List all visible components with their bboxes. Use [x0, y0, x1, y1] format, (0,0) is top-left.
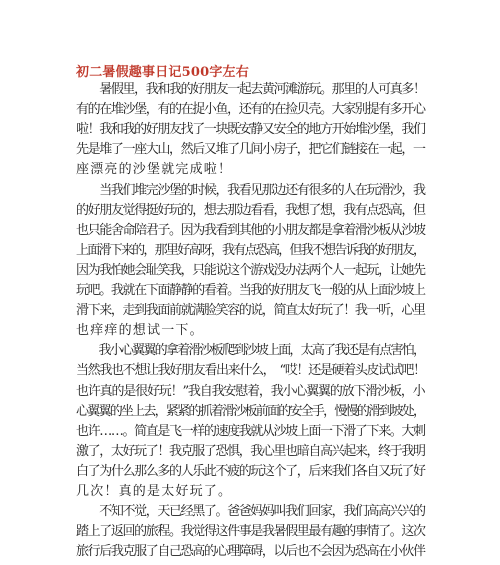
body-line: 上面滑下来的，那里好高呀，我有点恐高，但我不想告诉我的好朋友，	[76, 242, 425, 258]
body-line: 也痒痒的想试一下。	[76, 323, 204, 339]
body-line: 几次！真的是太好玩了。	[76, 484, 233, 499]
body-line: 心翼翼的坐上去，紧紧的抓着滑沙板前面的安全手，慢慢的滑到坡处，	[76, 403, 425, 419]
body-line: 滑下来，走到我面前就满脸笑容的说，简直太好玩了！我一听，心里	[76, 303, 425, 319]
body-line: 激了，太好玩了！我克服了恐惧，我心里也暗自高兴起来，终于我明	[76, 443, 425, 459]
body-line: 也许真的是很好玩！”我自我安慰着，我小心翼翼的放下滑沙板，小	[76, 383, 425, 399]
body-line: 啦！我和我的好朋友找了一块既安静又安全的地方开始堆沙堡，我们	[76, 122, 425, 138]
body-line: 暑假里，我和我的好朋友一起去黄河滩游玩。那里的人可真多！	[76, 82, 425, 97]
body-line: 我小心翼翼的拿着滑沙板爬到沙坡上面，太高了我还是有点害怕，	[76, 343, 425, 359]
body-line: 当我们堆完沙堡的时候，我看见那边还有很多的人在玩滑沙，我	[76, 182, 425, 198]
body-line: 踏上了返回的旅程。我觉得这件事是我暑假里最有趣的事情了。这次	[76, 524, 425, 540]
body-line: 有的在堆沙堡，有的在捉小鱼，还有的在捡贝壳。大家别提有多开心	[76, 102, 425, 118]
body-line: 也只能舍命陪君子。因为我看到其他的小朋友都是拿着滑沙板从沙坡	[76, 222, 425, 238]
body-line: 当然我也不想让我好朋友看出来什么， “哎！还是硬着头皮试试吧！	[76, 363, 425, 379]
body-line: 也许……。简直是飞一样的速度我就从沙坡上面一下滑了下来。大刺	[76, 423, 425, 439]
body-line: 因为我怕她会耻笑我，只能说这个游戏没办法两个人一起玩，让她先	[76, 262, 425, 278]
body-line: 不知不觉，天已经黑了。爸爸妈妈叫我们回家，我们高高兴兴的	[76, 504, 425, 520]
body-line: 先是堆了一座大山，然后又堆了几间小房子，把它们链接在一起，一	[76, 142, 425, 158]
body-line: 旅行后我克服了自己恐高的心理障碍，以后也不会因为恐高在小伙伴	[76, 544, 425, 560]
body-line: 白了为什么那么多的人乐此不疲的玩这个了，后来我们各自又玩了好	[76, 463, 425, 479]
body-line: 玩吧。我就在下面静静的看着。当我的好朋友飞一般的从上面沙坡上	[76, 283, 425, 298]
body-line: 的好朋友觉得挺好玩的，想去那边看看，我想了想，我有点恐高，但	[76, 202, 425, 218]
body-line: 座漂亮的沙堡就完成啦！	[76, 162, 233, 178]
page-title: 初二暑假趣事日记500字左右	[76, 65, 249, 80]
